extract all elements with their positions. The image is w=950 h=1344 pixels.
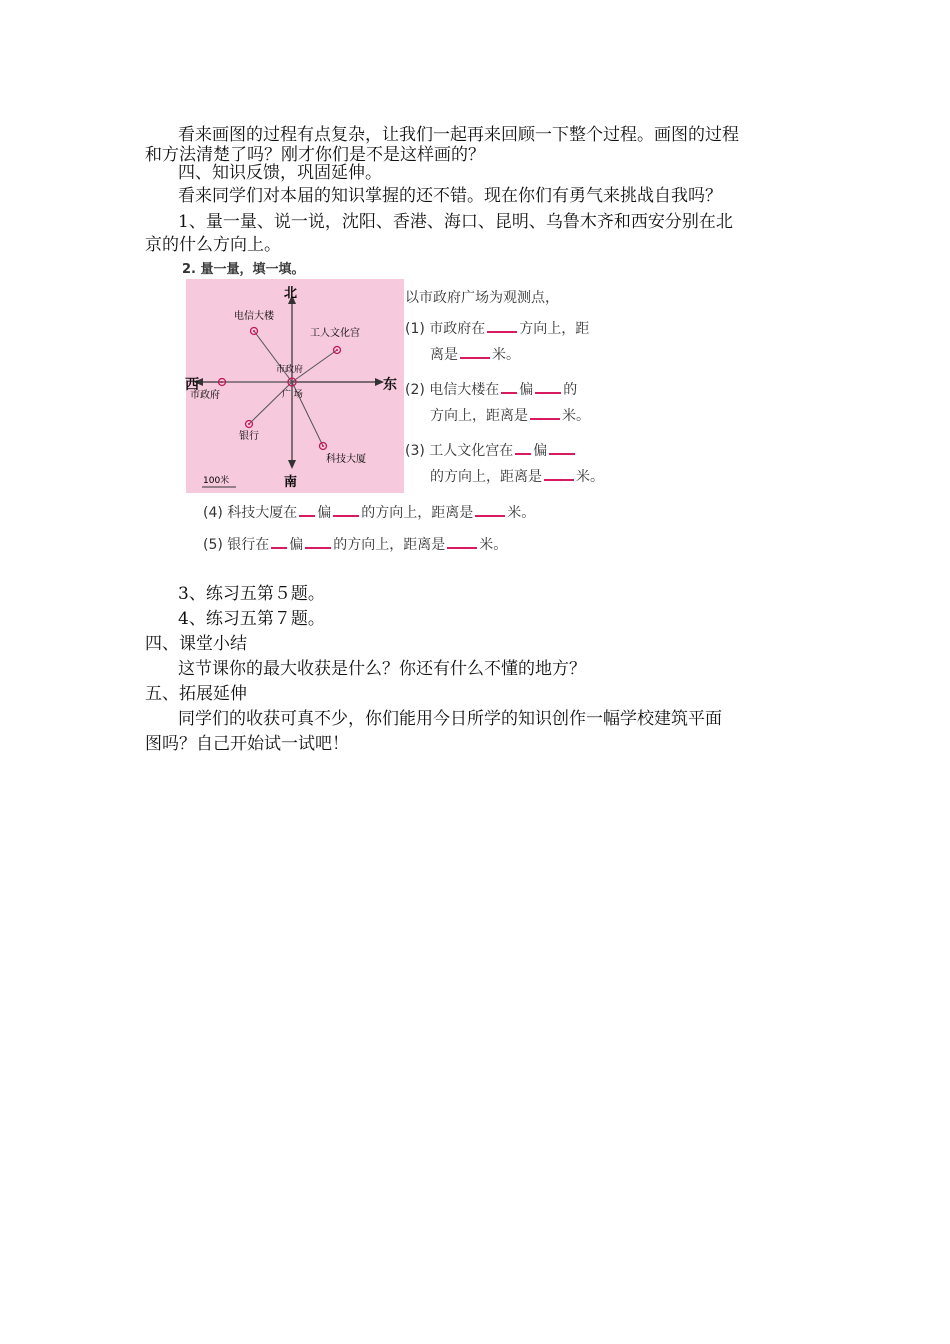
extension-text-line-2: 图吗？自己开始试一试吧！ (145, 734, 349, 754)
scale-label: 100米 (203, 476, 230, 486)
question-4 (203, 502, 535, 522)
q2-blank-2[interactable] (535, 392, 561, 394)
west-label: 西 (185, 377, 199, 393)
tech-label: 科技大厦 (326, 454, 366, 465)
q4-blank-distance[interactable] (475, 515, 505, 517)
question-3-line-1 (405, 440, 577, 460)
tech-marker-dot-icon (322, 445, 324, 447)
question-1-line-1 (405, 318, 589, 338)
ray-bank (249, 382, 292, 424)
exercise-1-line-2: 京的什么方向上。 (145, 235, 281, 255)
section-heading-feedback: 四、知识反馈，巩固延伸。 (178, 163, 382, 183)
exercise-3: 3、练习五第５题。 (178, 584, 325, 604)
south-arrow-icon (288, 460, 296, 469)
q1-text-c: 离是 (430, 347, 458, 363)
q2-text-c: 的 (563, 382, 578, 398)
q3-text-d: 米。 (576, 469, 604, 485)
q4-text-d: 米。 (507, 505, 536, 521)
question-2-line-2 (430, 405, 590, 425)
exercise-2-title: 2. 量一量，填一填。 (182, 262, 305, 277)
q5-text-d: 米。 (479, 537, 508, 553)
q4-text-c: 的方向上，距离是 (361, 505, 474, 521)
q4-blank-1[interactable] (299, 515, 315, 517)
east-label: 东 (383, 377, 397, 393)
paragraph-line-2: 和方法清楚了吗？刚才你们是不是这样画的？ (145, 145, 485, 165)
q2-blank-1[interactable] (501, 392, 517, 394)
q2-blank-distance[interactable] (530, 418, 560, 420)
section-heading-summary: 四、课堂小结 (145, 634, 247, 654)
q3-text-c: 的方向上，距离是 (430, 469, 542, 485)
city-gov-label: 市政府 (190, 390, 220, 401)
south-label: 南 (284, 475, 298, 490)
q5-blank-distance[interactable] (447, 547, 477, 549)
q3-text-b: 偏 (533, 443, 548, 459)
extension-text-line-1: 同学们的收获可真不少，你们能用今日所学的知识创作一幅学校建筑平面 (178, 709, 722, 729)
paragraph-line-1: 看来画图的过程有点复杂，让我们一起再来回顾一下整个过程。画图的过程 (178, 125, 739, 145)
q1-blank-direction[interactable] (487, 331, 517, 333)
q4-blank-2[interactable] (333, 515, 359, 517)
north-label: 北 (284, 286, 298, 301)
q3-blank-distance[interactable] (544, 479, 574, 481)
workers-palace-label: 工人文化宫 (310, 328, 360, 339)
q1-text-a: (1) 市政府在 (405, 321, 486, 337)
q2-text-e: 米。 (562, 408, 590, 424)
q3-blank-2[interactable] (549, 453, 575, 455)
square-label-bottom: 广 场 (282, 390, 303, 400)
q5-text-a: (5) 银行在 (203, 537, 270, 553)
exercise-4: 4、练习五第７题。 (178, 609, 325, 629)
q2-text-b: 偏 (519, 382, 534, 398)
q3-text-a: (3) 工人文化宫在 (405, 443, 514, 459)
q3-blank-1[interactable] (515, 453, 531, 455)
q4-text-a: (4) 科技大厦在 (203, 505, 298, 521)
q2-text-d: 方向上，距离是 (430, 408, 528, 424)
observation-point: 以市政府广场为观测点， (405, 290, 559, 306)
section-heading-extension: 五、拓展延伸 (145, 684, 247, 704)
q5-blank-1[interactable] (271, 547, 287, 549)
telecom-label: 电信大楼 (234, 311, 274, 322)
city-gov-marker-dot-icon (221, 381, 223, 383)
q1-text-d: 米。 (492, 347, 520, 363)
q1-blank-distance[interactable] (460, 357, 490, 359)
question-1-line-2 (430, 344, 520, 364)
bank-label: 银行 (239, 431, 259, 442)
question-3-line-2 (430, 466, 604, 486)
paragraph-line-3: 看来同学们对本届的知识掌握的还不错。现在你们有勇气来挑战自我吗？ (178, 186, 722, 206)
direction-map (186, 279, 404, 493)
q4-text-b: 偏 (317, 505, 332, 521)
q2-text-a: (2) 电信大楼在 (405, 382, 500, 398)
q1-text-b: 方向上，距 (519, 321, 590, 337)
direction-map-svg (186, 279, 404, 493)
square-label-top: 市政府 (276, 365, 304, 375)
q5-text-c: 的方向上，距离是 (333, 537, 446, 553)
q5-blank-2[interactable] (305, 547, 331, 549)
exercise-1-line-1: 1、量一量、说一说，沈阳、香港、海口、昆明、乌鲁木齐和西安分别在北 (178, 212, 733, 232)
bank-marker-dot-icon (248, 423, 250, 425)
q5-text-b: 偏 (289, 537, 304, 553)
workers-palace-marker-dot-icon (336, 349, 338, 351)
telecom-marker-dot-icon (253, 330, 255, 332)
question-2-line-1 (405, 379, 577, 399)
summary-text: 这节课你的最大收获是什么？你还有什么不懂的地方？ (178, 659, 586, 679)
question-5 (203, 534, 507, 554)
